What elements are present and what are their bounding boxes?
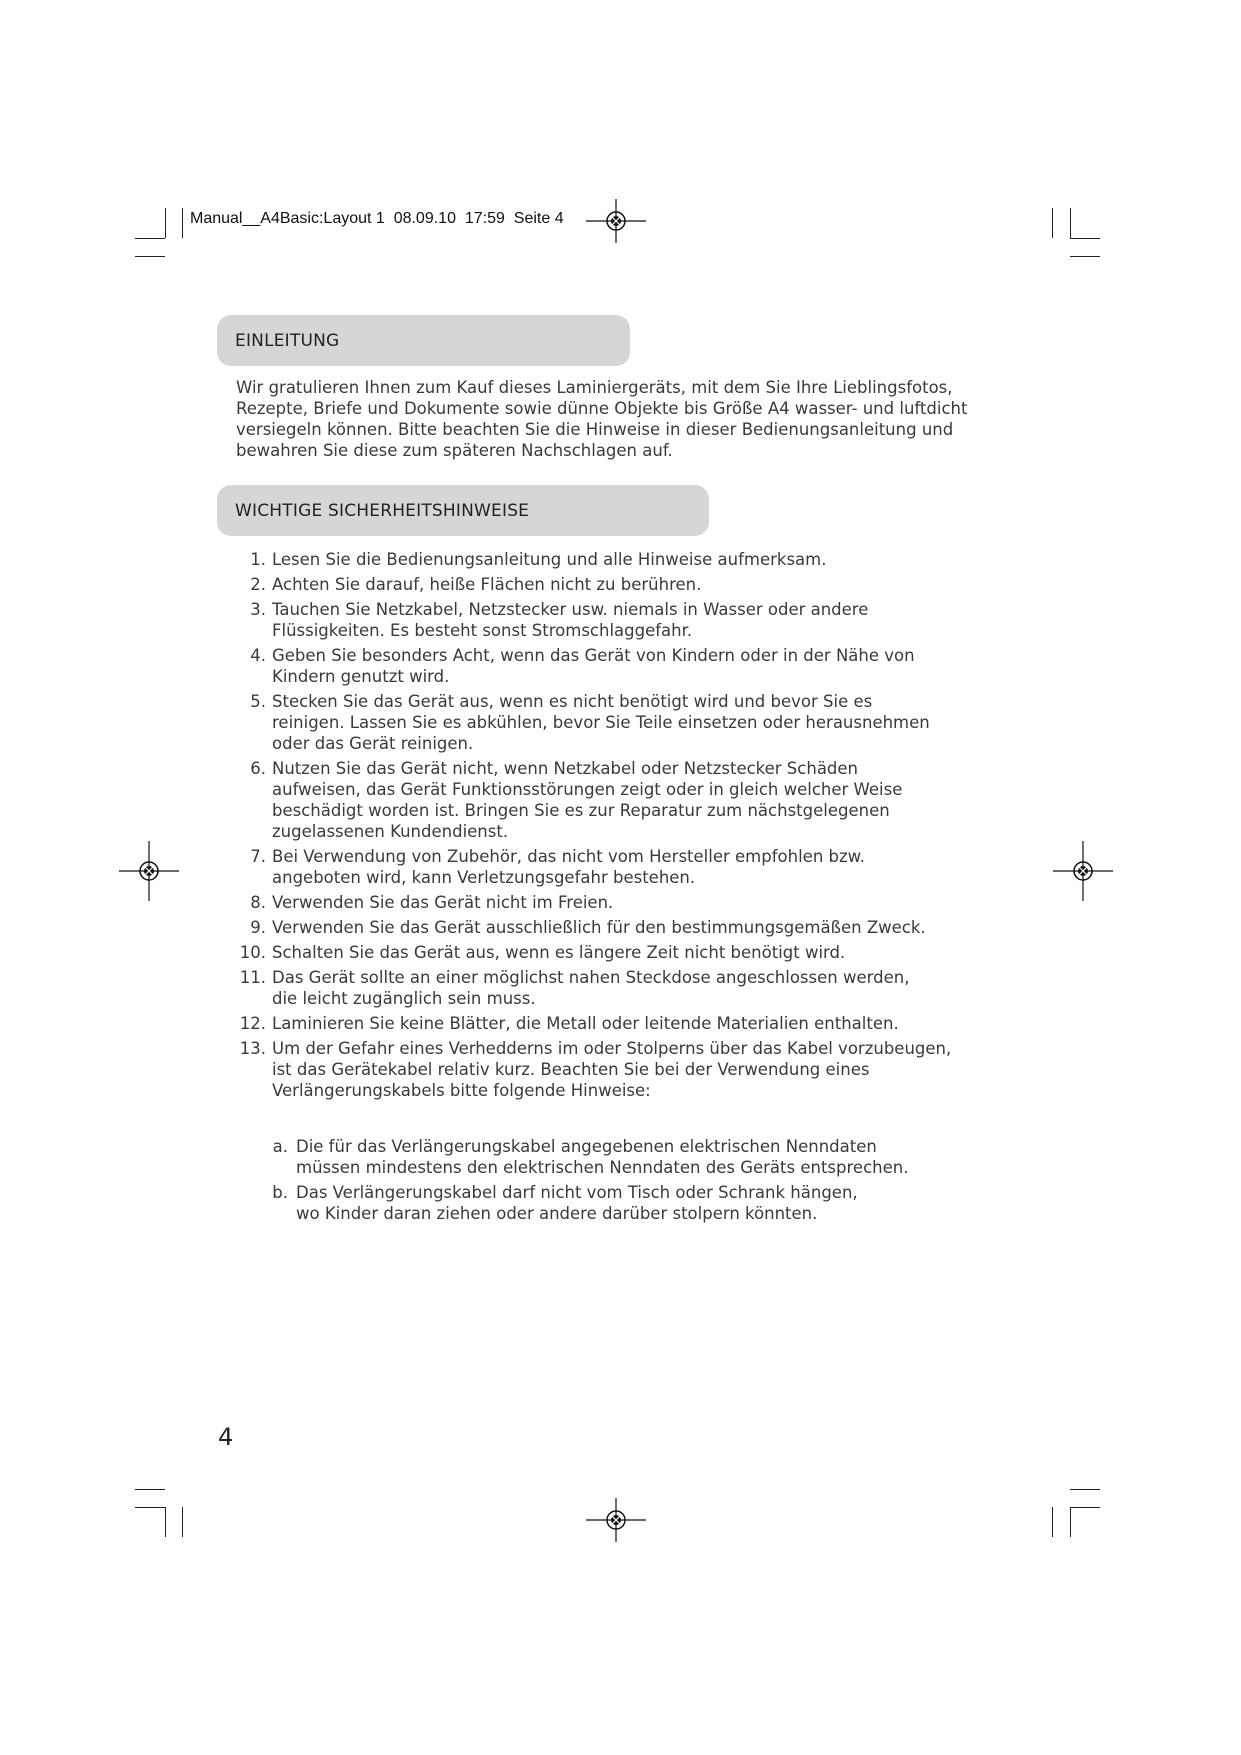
list-item-text [272,549,1241,570]
intro-line: versiegeln können. Bitte beachten Sie die Hinweise in dieser Bedienungsanleitung und [236,420,954,439]
list-item [0,574,1241,595]
crop-mark [1070,238,1100,239]
list-item-number: 7. [250,847,266,866]
list-item-line: Laminieren Sie keine Blätter, die Metall oder leitende Materialien enthalten. [272,1014,899,1033]
list-item-line: aufweisen, das Gerät Funktionsstörungen zeigt oder in gleich welcher Weise [272,780,903,799]
list-item [0,942,1241,963]
crop-mark [1052,1507,1053,1537]
list-item-text [272,967,1241,1009]
crop-mark [135,238,165,239]
list-item-text [272,758,1241,842]
list-item-text [272,691,1241,754]
intro-line: bewahren Sie diese zum späteren Nachschlagen auf. [236,441,673,460]
list-item-number: 2. [250,575,266,594]
list-item [0,892,1241,913]
list-item-text [272,645,1241,687]
crop-mark [1070,1507,1071,1537]
crop-mark [165,208,166,238]
list-item-line: Tauchen Sie Netzkabel, Netzstecker usw. niemals in Wasser oder andere [272,600,869,619]
crop-mark [1070,1489,1100,1490]
list-item [0,549,1241,570]
list-item-line: angeboten wird, kann Verletzungsgefahr bestehen. [272,868,696,887]
list-item-number: 6. [250,759,266,778]
section-heading-safety [217,485,709,536]
intro-line: Wir gratulieren Ihnen zum Kauf dieses Laminiergeräts, mit dem Sie Ihre Lieblingsfotos, [236,378,953,397]
crop-mark [135,256,165,257]
list-item [0,917,1241,938]
list-item-number: 3. [250,600,266,619]
crop-mark [1070,256,1100,257]
crop-mark [135,1489,165,1490]
list-item-text [272,599,1241,641]
list-item [0,1136,1241,1178]
list-item-line: Verwenden Sie das Gerät nicht im Freien. [272,893,614,912]
list-item-line: die leicht zugänglich sein muss. [272,989,536,1008]
list-item [0,967,1241,1009]
list-item-line: Nutzen Sie das Gerät nicht, wenn Netzkabel oder Netzstecker Schäden [272,759,859,778]
crop-mark [165,1507,166,1537]
registration-mark-icon [586,191,646,251]
crop-mark [182,208,183,238]
list-item [0,691,1241,754]
list-item-line: Achten Sie darauf, heiße Flächen nicht zu berühren. [272,575,702,594]
crop-mark [1070,1507,1100,1508]
list-item-text [272,1013,1241,1034]
list-item-line: Verlängerungskabels bitte folgende Hinweise: [272,1081,651,1100]
list-item-text [272,846,1241,888]
list-item-line: Verwenden Sie das Gerät ausschließlich für den bestimmungsgemäßen Zweck. [272,918,926,937]
list-item-number: 5. [250,692,266,711]
list-item-line: Lesen Sie die Bedienungsanleitung und alle Hinweise aufmerksam. [272,550,827,569]
safety-list [0,549,1241,1105]
list-item-number: 9. [250,918,266,937]
list-item-number: 10. [239,943,266,962]
list-item-number: 13. [239,1039,266,1058]
crop-mark [1052,208,1053,238]
list-item-line: müssen mindestens den elektrischen Nenndaten des Geräts entsprechen. [296,1158,909,1177]
list-item [0,645,1241,687]
list-item-text [296,1182,1241,1224]
registration-mark-icon [586,1490,646,1550]
intro-paragraph [236,377,996,461]
list-item [0,599,1241,641]
section-title: EINLEITUNG [235,330,340,351]
list-item-number: a. [272,1137,288,1156]
list-item-line: reinigen. Lassen Sie es abkühlen, bevor Sie Teile einsetzen oder herausnehmen [272,713,930,732]
list-item-number: b. [272,1183,288,1202]
list-item-number: 12. [239,1014,266,1033]
crop-mark [1070,208,1071,238]
list-item-number: 8. [250,893,266,912]
list-item [0,846,1241,888]
list-item-line: ist das Gerätekabel relativ kurz. Beachten Sie bei der Verwendung eines [272,1060,870,1079]
list-item-text [272,942,1241,963]
list-item-line: Geben Sie besonders Acht, wenn das Gerät von Kindern oder in der Nähe von [272,646,915,665]
page-number: 4 [218,1423,234,1451]
list-item-text [296,1136,1241,1178]
list-item [0,1013,1241,1034]
section-title: WICHTIGE SICHERHEITSHINWEISE [235,500,530,521]
crop-mark [135,1507,165,1508]
list-item-text [272,892,1241,913]
list-item [0,758,1241,842]
list-item-text [272,574,1241,595]
list-item-line: wo Kinder daran ziehen oder andere darüber stolpern könnten. [296,1204,818,1223]
list-item-line: Flüssigkeiten. Es besteht sonst Stromschlaggefahr. [272,621,693,640]
list-item-line: Um der Gefahr eines Verhedderns im oder Stolperns über das Kabel vorzubeugen, [272,1039,952,1058]
list-item-line: zugelassenen Kundendienst. [272,822,509,841]
list-item-line: Das Verlängerungskabel darf nicht vom Tisch oder Schrank hängen, [296,1183,858,1202]
list-item-number: 4. [250,646,266,665]
list-item-text [272,917,1241,938]
list-item-number: 1. [250,550,266,569]
list-item-line: Das Gerät sollte an einer möglichst nahen Steckdose angeschlossen werden, [272,968,910,987]
list-item-line: beschädigt worden ist. Bringen Sie es zur Reparatur zum nächstgelegenen [272,801,890,820]
list-item-line: Bei Verwendung von Zubehör, das nicht vom Hersteller empfohlen bzw. [272,847,865,866]
list-item-text [272,1038,1241,1101]
list-item-number: 11. [239,968,266,987]
safety-sublist [0,1136,1241,1228]
list-item-line: Kindern genutzt wird. [272,667,450,686]
print-slug: Manual__A4Basic:Layout 1 08.09.10 17:59 Seite 4 [190,210,564,227]
list-item-line: Stecken Sie das Gerät aus, wenn es nicht benötigt wird und bevor Sie es [272,692,873,711]
list-item-line: Schalten Sie das Gerät aus, wenn es längere Zeit nicht benötigt wird. [272,943,846,962]
list-item-line: Die für das Verlängerungskabel angegebenen elektrischen Nenndaten [296,1137,877,1156]
section-heading-einleitung [217,315,630,366]
intro-line: Rezepte, Briefe und Dokumente sowie dünne Objekte bis Größe A4 wasser- und luftdicht [236,399,968,418]
list-item [0,1038,1241,1101]
list-item-line: oder das Gerät reinigen. [272,734,474,753]
list-item [0,1182,1241,1224]
crop-mark [182,1507,183,1537]
